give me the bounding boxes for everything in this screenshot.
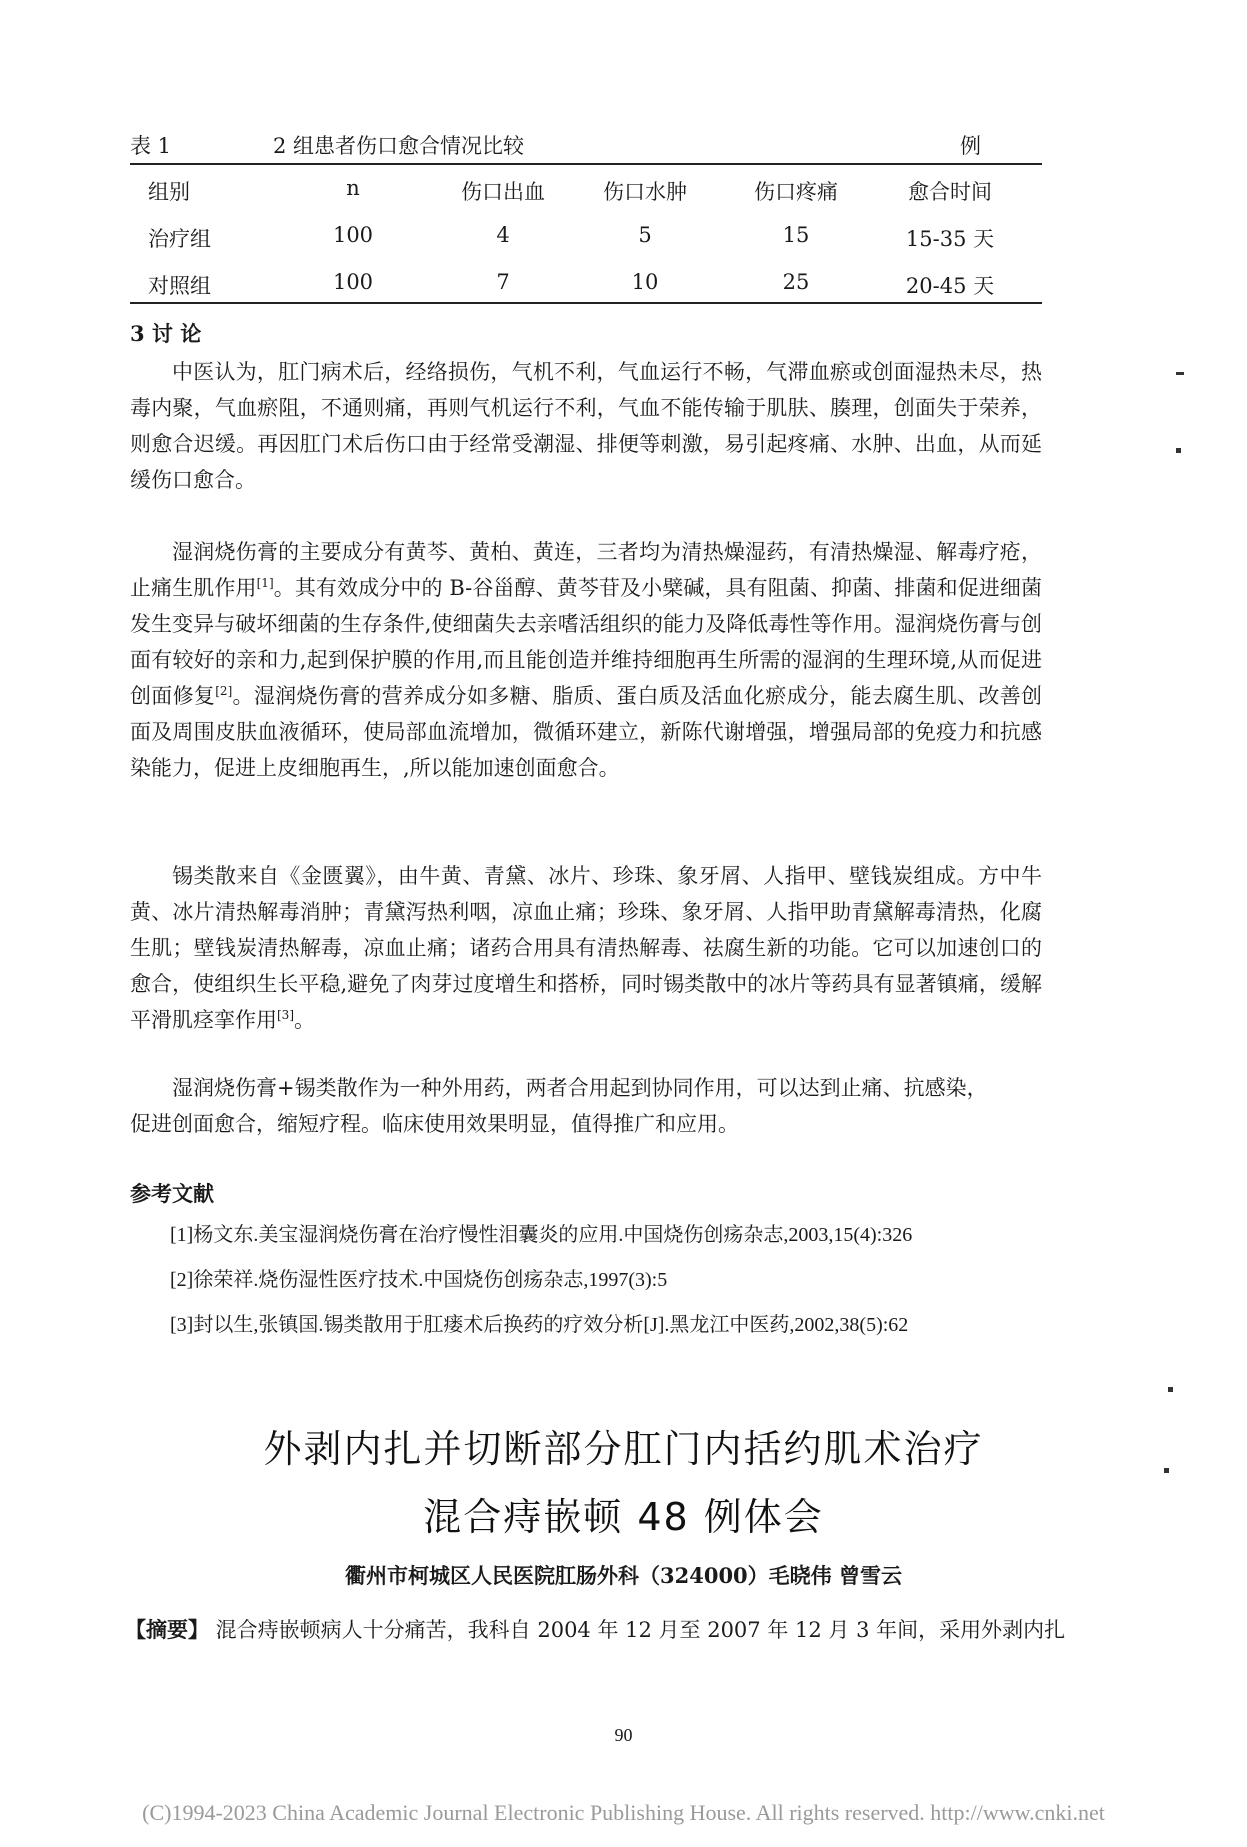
table-cell: 15-35 天 <box>905 227 995 251</box>
paragraph-line: 促进创面愈合，缩短疗程。临床使用效果明显，值得推广和应用。 <box>130 1112 739 1136</box>
paragraph-text-part: 湿润烧伤膏的主要成分有黄芩、黄柏、黄连，三者均为清热燥湿药，有清热燥湿、解毒疗疮，止痛生肌作用 <box>130 540 1042 600</box>
discussion-paragraph-2 <box>130 534 1042 786</box>
paragraph-line: 湿润烧伤膏+锡类散作为一种外用药，两者合用起到协同作用，可以达到止痛、抗感染， <box>172 1076 988 1100</box>
copyright-footer: (C)1994-2023 China Academic Journal Electronic Publishing House. All rights reserved. http://www.cnki.net <box>142 1800 1105 1825</box>
citation-1: [1] <box>256 576 274 590</box>
table-cell: 治疗组 <box>148 227 211 251</box>
article-title-line-2: 混合痔嵌顿 48 例体会 <box>423 1495 824 1539</box>
table-header-cell: 伤口疼痛 <box>754 180 838 204</box>
abstract-text: 混合痔嵌顿病人十分痛苦，我科自 2004 年 12 月至 2007 年 12 月 3 年间，采用外剥内扎 <box>209 1618 1066 1642</box>
reference-item: [3]封以生,张镇国.锡类散用于肛瘘术后换药的疗效分析[J].黑龙江中医药,2002,38(5):62 <box>170 1314 909 1336</box>
table-bottom-rule <box>130 302 1042 304</box>
table-caption <box>130 130 1042 160</box>
paragraph-text: 中医认为，肛门病术后，经络损伤，气机不利，气血运行不畅，气滞血瘀或创面湿热未尽，热毒内聚，气血瘀阻，不通则痛，再则气机运行不利，气血不能传输于肌肤、腠理，创面失于荣养，则愈合迟缓。再因肛门术后伤口由于经常受潮湿、排便等刺激，易引起疼痛、水肿、出血，从而延缓伤口愈合。 <box>130 360 1042 492</box>
table-cell: 4 <box>496 223 510 247</box>
section-title: 3 讨 论 <box>130 321 202 346</box>
paragraph-text-part: 。湿润烧伤膏的营养成分如多糖、脂质、蛋白质及活血化瘀成分，能去腐生肌、改善创面及周围皮肤血液循环，使局部血流增加，微循环建立，新陈代谢增强，增强局部的免疫力和抗感染能力，促进上皮细胞再生，,所以能加速创面愈合。 <box>130 684 1043 780</box>
references-title: 参考文献 <box>130 1181 214 1206</box>
discussion-paragraph-4 <box>130 1070 1042 1142</box>
table-cell: 25 <box>782 270 810 294</box>
table-label: 表 1 <box>130 134 172 158</box>
abstract-label: 【摘要】 <box>125 1617 209 1642</box>
paragraph-text-part: 锡类散来自《金匮翼》，由牛黄、青黛、冰片、珍珠、象牙屑、人指甲、壁钱炭组成。方中牛黄、冰片清热解毒消肿；青黛泻热利咽，凉血止痛；珍珠、象牙屑、人指甲助青黛解毒清热，化腐生肌；壁钱炭清热解毒，凉血止痛；诸药合用具有清热解毒、祛腐生新的功能。它可以加速创口的愈合，使组织生长平稳,避免了肉芽过度增生和搭桥，同时锡类散中的冰片等药具有显著镇痛，缓解平滑肌痉挛作用 <box>130 864 1042 1032</box>
citation-3: [3] <box>277 1008 294 1022</box>
scan-speck <box>1176 372 1184 375</box>
table-header-cell: 愈合时间 <box>908 180 992 204</box>
scan-speck <box>1176 448 1181 453</box>
table-row <box>130 219 1042 259</box>
discussion-paragraph-3 <box>130 858 1042 1038</box>
table-header-cell: 组别 <box>148 180 190 204</box>
table-title: 2 组患者伤口愈合情况比较 <box>273 134 525 158</box>
article-title-line-1: 外剥内扎并切断部分肛门内括约肌术治疗 <box>263 1427 984 1471</box>
table-header-row <box>130 172 1042 212</box>
scan-speck <box>1164 1468 1169 1473</box>
reference-item: [1]杨文东.美宝湿润烧伤膏在治疗慢性泪囊炎的应用.中国烧伤创疡杂志,2003,15(4):326 <box>170 1224 913 1246</box>
author-affiliation: 衢州市柯城区人民医院肛肠外科（324000）毛晓伟 曾雪云 <box>345 1563 902 1588</box>
table-header-cell: 伤口水肿 <box>603 180 687 204</box>
discussion-paragraph-1 <box>130 354 1042 498</box>
page-number: 90 <box>614 1725 633 1745</box>
table-cell: 15 <box>782 223 810 247</box>
table-header-cell: 伤口出血 <box>461 180 545 204</box>
table-cell: 5 <box>638 223 652 247</box>
reference-item: [2]徐荣祥.烧伤湿性医疗技术.中国烧伤创疡杂志,1997(3):5 <box>170 1269 668 1291</box>
table-cell: 20-45 天 <box>905 274 995 298</box>
paragraph-text-part: 。其有效成分中的 B-谷甾醇、黄芩苷及小檗碱，具有阻菌、抑菌、排菌和促进细菌发生变异与破坏细菌的生存条件,使细菌失去亲嗜活组织的能力及降低毒性等作用。湿润烧伤膏与创面有较好的亲和力,起到保护膜的作用,而且能创造并维持细胞再生所需的湿润的生理环境,从而促进创面修复 <box>130 576 1043 708</box>
citation-2: [2] <box>215 684 233 698</box>
paragraph-text <box>130 858 1042 1038</box>
table-cell: 100 <box>332 223 374 247</box>
table-cell: 对照组 <box>148 274 211 298</box>
paragraph-text-part: 。 <box>294 1008 315 1032</box>
table-cell: 7 <box>496 270 510 294</box>
table-row <box>130 266 1042 306</box>
table-cell: 10 <box>631 270 659 294</box>
table-top-rule <box>130 163 1042 165</box>
scan-speck <box>1168 1387 1173 1392</box>
paragraph-text <box>130 534 1042 786</box>
table-header-cell: n <box>346 176 360 200</box>
table-unit: 例 <box>960 134 981 158</box>
table-cell: 100 <box>332 270 374 294</box>
abstract <box>125 1614 1065 1644</box>
